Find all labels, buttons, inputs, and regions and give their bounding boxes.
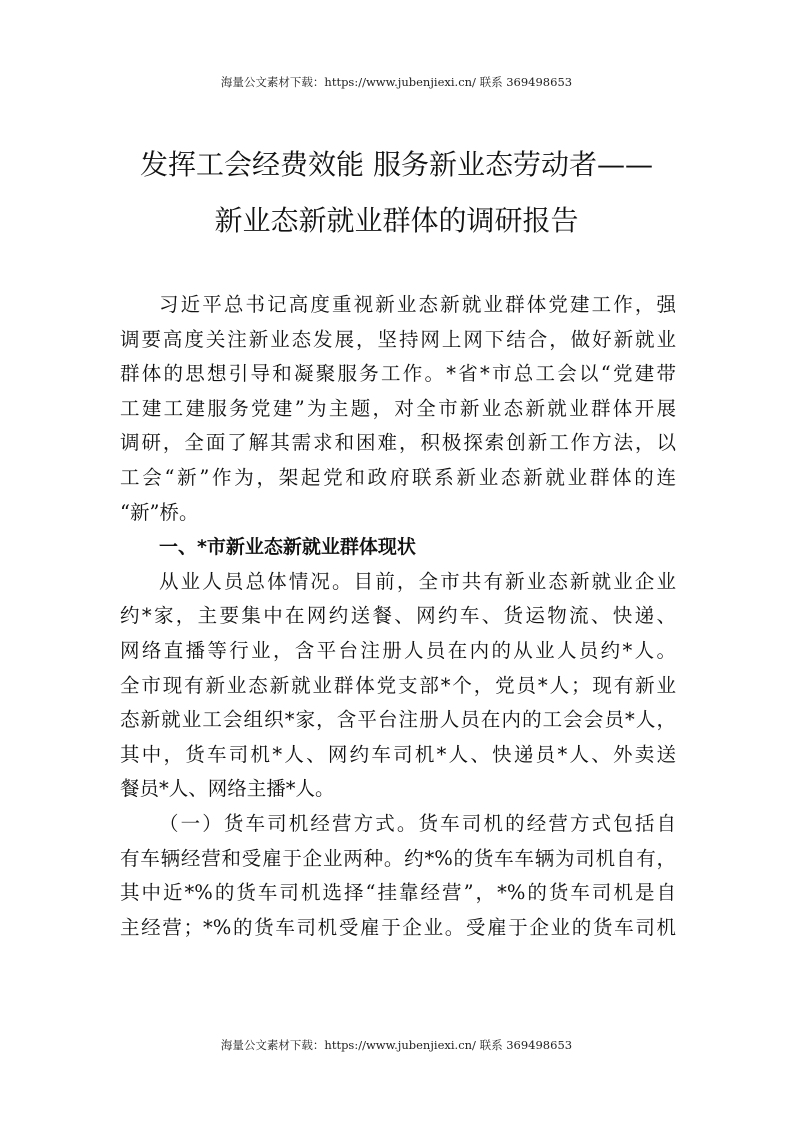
section-heading: 一、*市新业态新就业群体现状 bbox=[159, 536, 416, 559]
paragraph-line: 网络直播等行业，含平台注册人员在内的从业人员约*人。 bbox=[120, 638, 676, 662]
paragraph-line: 餐员*人、网络主播*人。 bbox=[120, 777, 335, 801]
paragraph-line: 工会“新”作为，架起党和政府联系新业态新就业群体的连 bbox=[120, 465, 676, 489]
paragraph-line: 态新就业工会组织*家，含平台注册人员在内的工会会员*人， bbox=[120, 708, 676, 732]
page-header: 海量公文素材下载：https://www.jubenjiexi.cn/ 联系 369498653 bbox=[220, 75, 573, 89]
paragraph-line: “新”桥。 bbox=[120, 500, 199, 524]
page-footer: 海量公文素材下载：https://www.jubenjiexi.cn/ 联系 369498653 bbox=[220, 1038, 573, 1052]
paragraph-line: 从业人员总体情况。目前，全市共有新业态新就业企业 bbox=[159, 569, 676, 593]
paragraph-line: （一）货车司机经营方式。货车司机的经营方式包括自 bbox=[159, 811, 676, 835]
paragraph-line: 调要高度关注新业态发展，坚持网上网下结合，做好新就业 bbox=[120, 327, 676, 351]
paragraph-line: 调研，全面了解其需求和困难，积极探索创新工作方法，以 bbox=[120, 431, 676, 455]
paragraph-line: 主经营；*%的货车司机受雇于企业。受雇于企业的货车司机 bbox=[120, 915, 676, 939]
paragraph-line: 工建工建服务党建”为主题，对全市新业态新就业群体开展 bbox=[120, 396, 676, 420]
paragraph-line: 其中，货车司机*人、网约车司机*人、快递员*人、外卖送 bbox=[120, 742, 676, 766]
document-title-line-1: 发挥工会经费效能 服务新业态劳动者—— bbox=[140, 148, 653, 181]
document-body bbox=[120, 288, 676, 945]
paragraph-line: 群体的思想引导和凝聚服务工作。*省*市总工会以“党建带 bbox=[120, 362, 676, 386]
paragraph-line: 其中近*%的货车司机选择“挂靠经营”，*%的货车司机是自 bbox=[120, 881, 676, 905]
document-title-line-2: 新业态新就业群体的调研报告 bbox=[214, 204, 579, 237]
paragraph-line: 有车辆经营和受雇于企业两种。约*%的货车车辆为司机自有， bbox=[120, 846, 676, 870]
paragraph-line: 习近平总书记高度重视新业态新就业群体党建工作，强 bbox=[159, 293, 676, 316]
paragraph-line: 约*家，主要集中在网约送餐、网约车、货运物流、快递、 bbox=[120, 604, 676, 628]
paragraph-line: 全市现有新业态新就业群体党支部*个，党员*人；现有新业 bbox=[120, 673, 676, 697]
